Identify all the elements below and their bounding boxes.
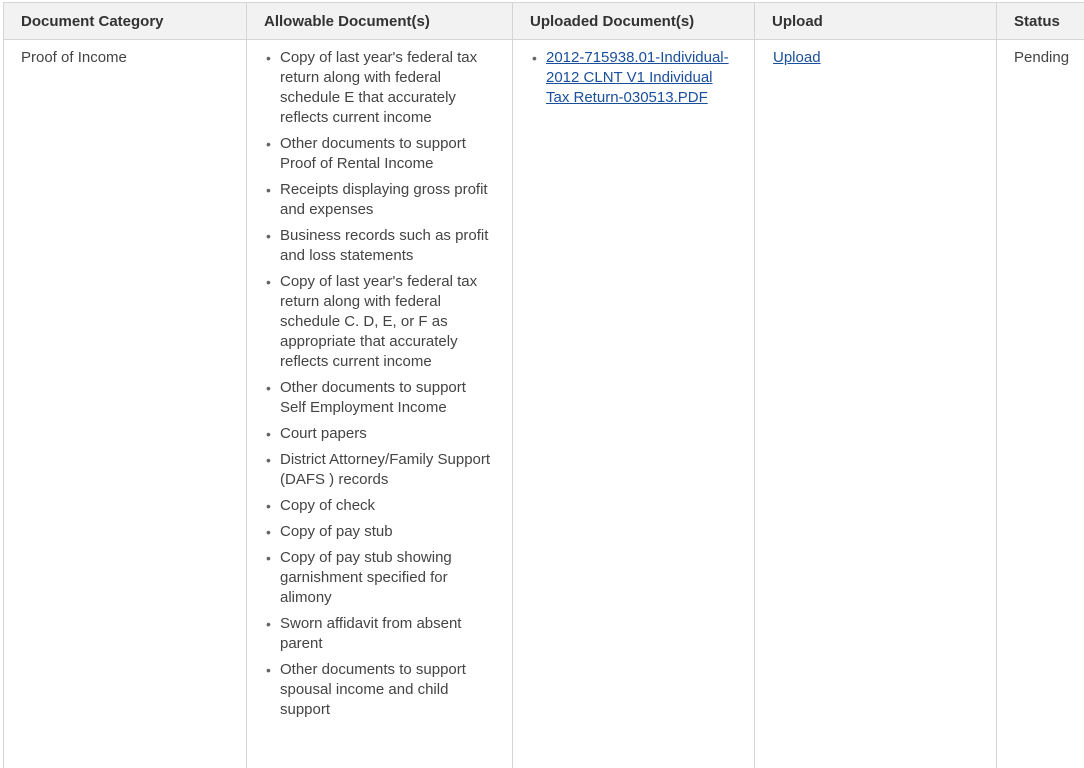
uploaded-documents-cell [513,40,755,768]
list-item [264,496,495,516]
header-document-category: Document Category [4,3,247,40]
list-item-text: Other documents to support Proof of Rental Income [280,135,466,172]
bullet-dot-icon: • [266,660,271,680]
list-item [264,614,495,654]
status-cell: Pending [997,40,1084,768]
list-item-text: Court papers [280,425,367,442]
table-row [4,40,1084,768]
list-item [264,378,495,418]
uploaded-documents-list [530,48,737,108]
uploaded-document-link[interactable]: 2012-715938.01-Individual-2012 CLNT V1 Individual Tax Return-030513.PDF [546,49,729,106]
table-header [4,3,1084,40]
header-row [4,3,1084,40]
upload-link[interactable]: Upload [773,49,821,66]
allowable-documents-list [264,48,495,720]
table-body [4,40,1084,768]
bullet-dot-icon: • [266,450,271,470]
list-item-text: Sworn affidavit from absent parent [280,615,461,652]
list-item-text: Copy of pay stub [280,523,393,540]
bullet-dot-icon: • [266,180,271,200]
bullet-dot-icon: • [266,48,271,68]
bullet-dot-icon: • [266,614,271,634]
list-item [264,226,495,266]
list-item [264,180,495,220]
list-item-text: Copy of last year's federal tax return along with federal schedule E that accurately reflects current income [280,49,477,126]
list-item-text: Copy of last year's federal tax return along with federal schedule C. D, E, or F as appropriate that accurately reflects current income [280,273,477,370]
header-upload: Upload [755,3,997,40]
list-item [264,272,495,372]
header-status: Status [997,3,1084,40]
bullet-dot-icon: • [266,134,271,154]
bullet-dot-icon: • [266,424,271,444]
list-item [264,424,495,444]
list-item [264,548,495,608]
list-item [530,48,737,108]
bullet-dot-icon: • [532,48,537,68]
list-item-text: Receipts displaying gross profit and expenses [280,181,488,218]
allowable-documents-cell [247,40,513,768]
header-allowable-documents: Allowable Document(s) [247,3,513,40]
list-item-text: Copy of check [280,497,375,514]
category-cell: Proof of Income [4,40,247,768]
bullet-dot-icon: • [266,496,271,516]
bullet-dot-icon: • [266,522,271,542]
list-item [264,522,495,542]
bullet-dot-icon: • [266,548,271,568]
header-uploaded-documents: Uploaded Document(s) [513,3,755,40]
list-item-text: Other documents to support Self Employment Income [280,379,466,416]
list-item [264,660,495,720]
bullet-dot-icon: • [266,378,271,398]
list-item [264,134,495,174]
list-item-text: Business records such as profit and loss statements [280,227,488,264]
documents-table [3,2,1084,768]
bullet-dot-icon: • [266,226,271,246]
list-item [264,450,495,490]
list-item-text: District Attorney/Family Support (DAFS ) records [280,451,490,488]
list-item-text: Copy of pay stub showing garnishment specified for alimony [280,549,452,606]
list-item-text: Other documents to support spousal income and child support [280,661,466,718]
list-item [264,48,495,128]
bullet-dot-icon: • [266,272,271,292]
upload-cell [755,40,997,768]
